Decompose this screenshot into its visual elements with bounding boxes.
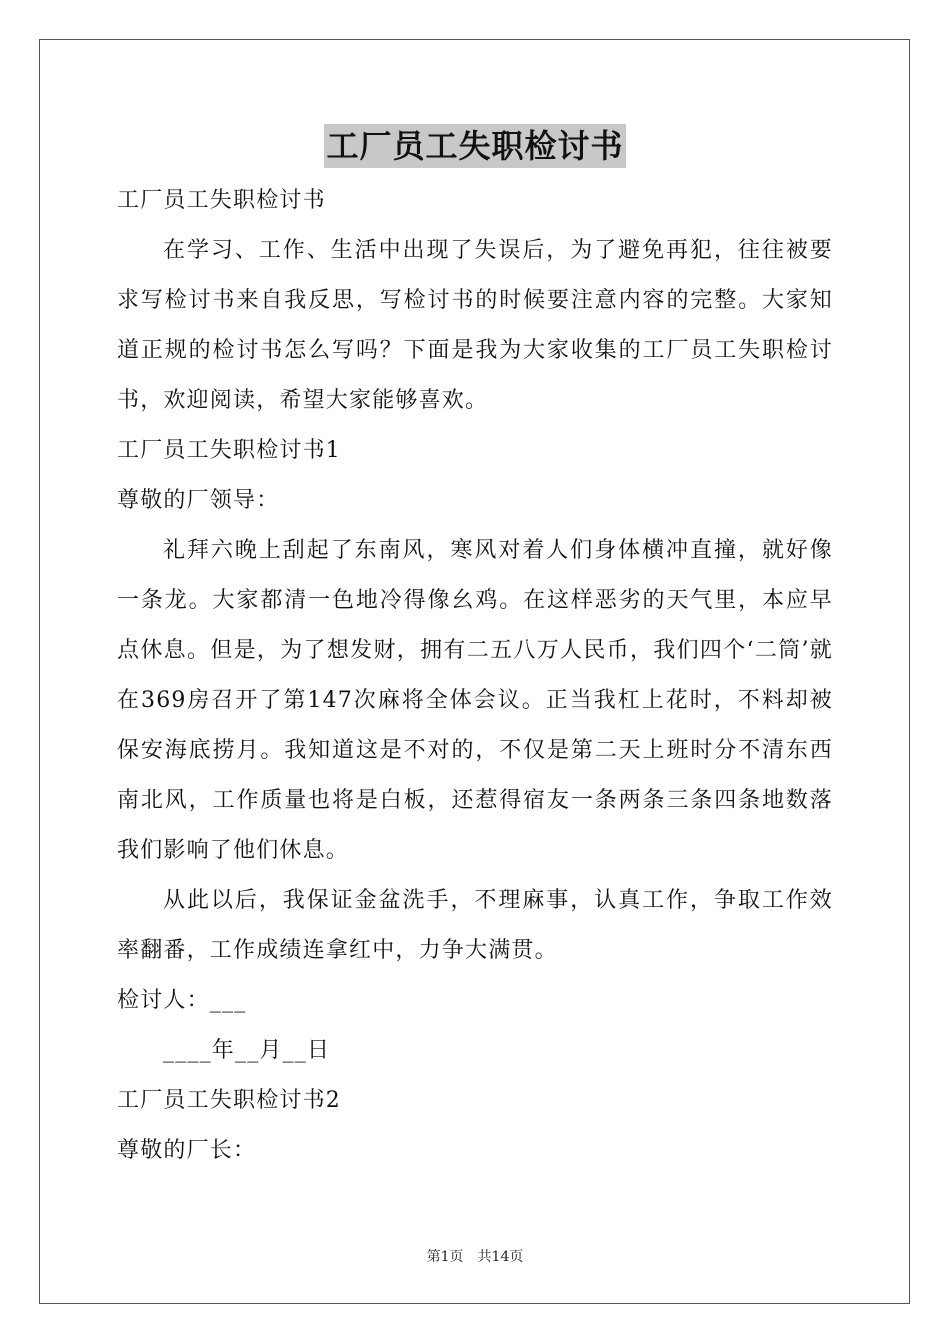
page-footer: 第1页 共14页 <box>426 1249 524 1265</box>
salutation-1: 尊敬的厂领导： <box>117 488 280 513</box>
body-paragraph-1: 礼拜六晚上刮起了东南风，寒风对着人们身体横冲直撞，就好像一条龙。大家都清一色地冷得像幺鸡。在这样恶劣的天气里，本应早点休息。但是，为了想发财，拥有二五八万人民币，我们四个‘二筒’就在369房召开了第147次麻将全体会议。正当我杠上花时，不料却被保安海底捞月。我知道这是不对的，不仅是第二天上班时分不清东西南北风，工作质量也将是白板，还惹得宿友一条两条三条四条地数落我们影响了他们休息。 <box>117 538 833 863</box>
title-container <box>0 124 950 168</box>
body-paragraph-2: 从此以后，我保证金盆洗手，不理麻事，认真工作，争取工作效率翻番，工作成绩连拿红中，力争大满贯。 <box>117 888 833 963</box>
document-title: 工厂员工失职检讨书 <box>324 124 625 168</box>
salutation-2: 尊敬的厂长： <box>117 1138 257 1163</box>
date-line: ____年__月__日 <box>163 1038 331 1063</box>
subtitle-line: 工厂员工失职检讨书 <box>117 188 326 213</box>
section-heading-1: 工厂员工失职检讨书1 <box>117 438 341 463</box>
signature-line: 检讨人：___ <box>117 988 247 1013</box>
intro-paragraph: 在学习、工作、生活中出现了失误后，为了避免再犯，往往被要求写检讨书来自我反思，写检讨书的时候要注意内容的完整。大家知道正规的检讨书怎么写吗？下面是我为大家收集的工厂员工失职检讨书，欢迎阅读，希望大家能够喜欢。 <box>117 238 833 413</box>
section-heading-2: 工厂员工失职检讨书2 <box>117 1088 341 1113</box>
document-body <box>117 176 833 1176</box>
